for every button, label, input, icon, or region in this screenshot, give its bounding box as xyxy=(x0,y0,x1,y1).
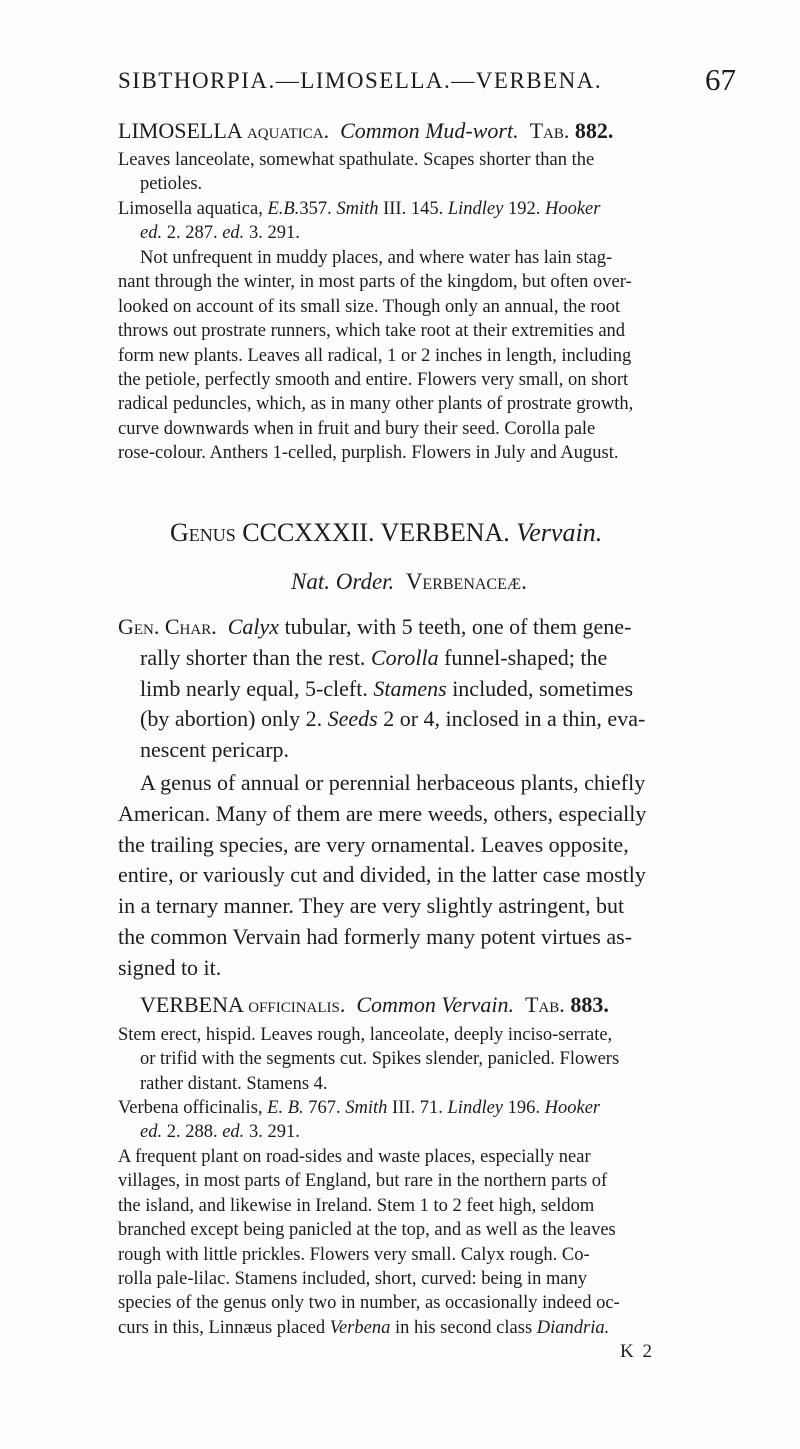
page-number: 67 xyxy=(705,62,736,97)
verbena-tab-label: Tab. xyxy=(525,992,565,1017)
limosella-genus: LIMOSELLA xyxy=(118,118,242,143)
signature-mark: K 2 xyxy=(620,1341,654,1362)
verbena-species: officinalis. xyxy=(248,992,346,1017)
limosella-common-name: Common Mud-wort. xyxy=(340,118,519,143)
running-head-title: SIBTHORPIA.—LIMOSELLA.—VERBENA. xyxy=(118,68,603,93)
limosella-tab-label: Tab. xyxy=(529,118,570,143)
verbena-diagnosis: Stem erect, hispid. Leaves rough, lanceolate, deeply inciso-serrate, or trifid with the segments cut. Spikes slender, panicled. Flowers rather distant. Stamens 4. xyxy=(118,1025,620,1094)
genus-heading: Genus CCCXXXII. VERBENA. Vervain. xyxy=(170,518,603,547)
natural-order: Nat. Order. Verbenaceæ. xyxy=(291,569,527,594)
verbena-tab-number: 883. xyxy=(570,992,609,1017)
limosella-diagnosis: Leaves lanceolate, somewhat spathulate. Scapes shorter than the petioles. xyxy=(118,150,595,195)
verbena-description: A frequent plant on road-sides and waste places, especially near villages, in most parts of England, but rare in the northern parts of the island, and likewise in Ireland. Stem 1 to 2 feet high, seldom branched except being panicled at the top, and as well as the leaves rough with little prickles. Flowers very small. Calyx rough. Co- rolla pale-lilac. Stamens included, short, curved: being in many species of the genus only two in number, as occasionally indeed oc- curs in this, Linnæus placed Verbena in his second class Diandria. xyxy=(118,1147,620,1338)
limosella-heading xyxy=(118,118,613,144)
limosella-description: Not unfrequent in muddy places, and where water has lain stag- nant through the winter, in most parts of the kingdom, but often over- looked on account of its small size. Though only an annual, the root throws out prostrate runners, which take root at their extremities and form new plants. Leaves all radical, 1 or 2 inches in length, including the petiole, perfectly smooth and entire. Flowers very small, on short radical peduncles, which, as in many other plants of prostrate growth, curve downwards when in fruit and bury their seed. Corolla pale rose-colour. Anthers 1-celled, purplish. Flowers in July and August. xyxy=(118,248,634,464)
verbena-heading xyxy=(140,992,609,1018)
verbena-genus: VERBENA xyxy=(140,992,243,1017)
running-head xyxy=(118,62,736,97)
generic-character: Gen. Char. Calyx tubular, with 5 teeth, one of them gene- rally shorter than the rest. Corolla funnel-shaped; the limb nearly equal, 5-cleft. Stamens included, sometimes (by abortion) only 2. Seeds 2 or 4, inclosed in a thin, eva- nescent pericarp. xyxy=(118,614,646,763)
limosella-tab-number: 882. xyxy=(574,118,614,143)
limosella-species: aquatica. xyxy=(246,118,330,143)
verbena-references: Verbena officinalis, E. B. 767. Smith III. 71. Lindley 196. Hooker ed. 2. 288. ed. 3. 291. xyxy=(118,1098,601,1143)
verbena-common-name: Common Vervain. xyxy=(356,992,515,1017)
genus-description: A genus of annual or perennial herbaceous plants, chiefly American. Many of them are mere weeds, others, especially the trailing species, are very ornamental. Leaves opposite, entire, or variously cut and divided, in the latter case mostly in a ternary manner. They are very slightly astringent, but the common Vervain had formerly many potent virtues as- signed to it. xyxy=(118,770,647,980)
limosella-references: Limosella aquatica, E.B.357. Smith III. 145. Lindley 192. Hooker ed. 2. 287. ed. 3. 291. xyxy=(118,199,601,244)
